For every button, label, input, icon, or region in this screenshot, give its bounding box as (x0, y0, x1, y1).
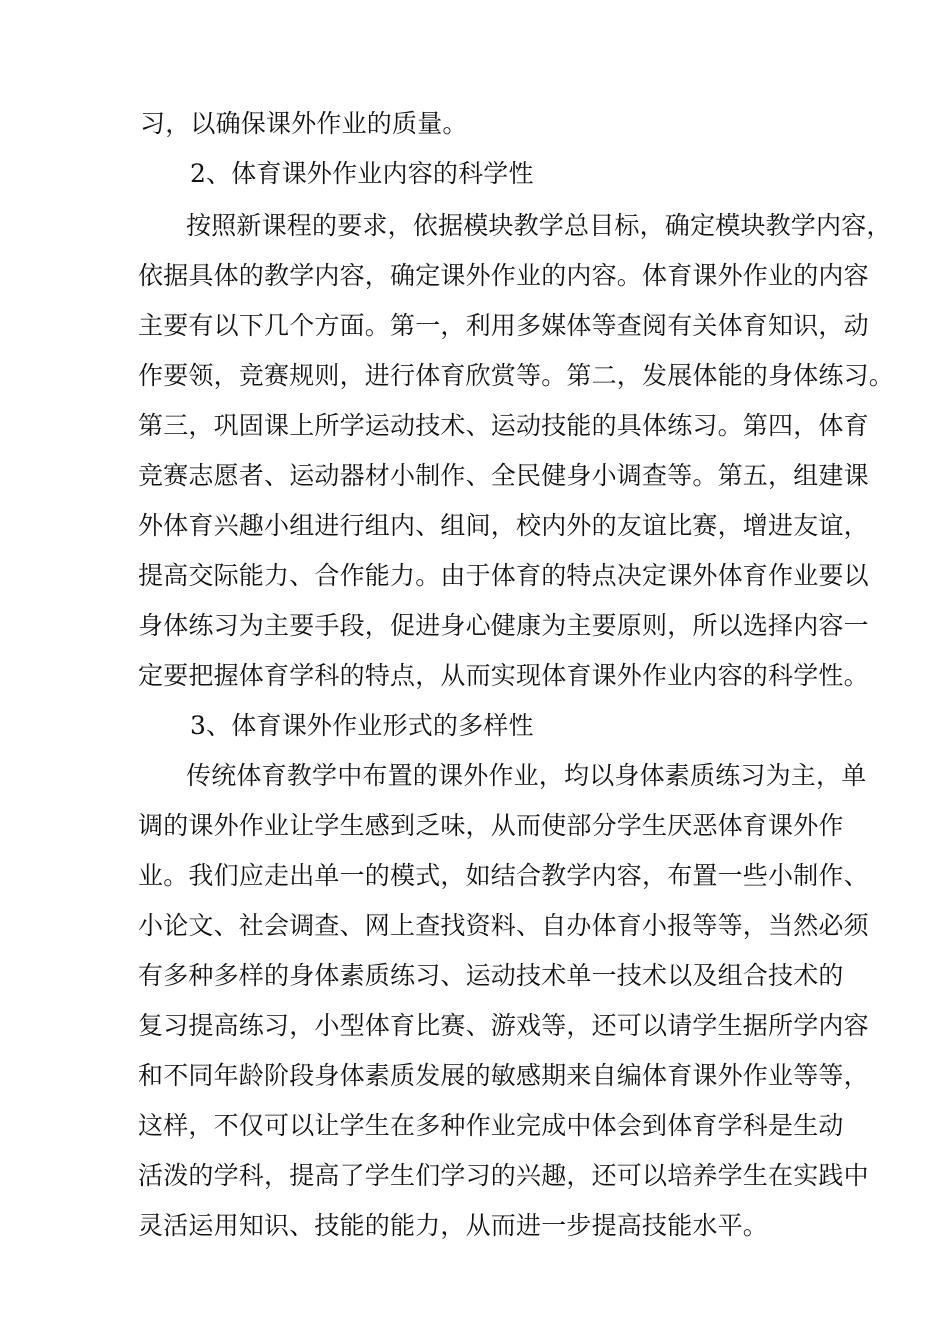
text-line-19: 复习提高练习，小型体育比赛、游戏等，还可以请学生据所学内容 (138, 1011, 869, 1040)
text-line-23: 灵活运用知识、技能的能力，从而进一步提高技能水平。 (138, 1211, 769, 1240)
text-line-5: 主要有以下几个方面。第一，利用多媒体等查阅有关体育知识，动 (138, 311, 869, 340)
text-line-1: 习，以确保课外作业的质量。 (140, 109, 468, 138)
text-line-3: 按照新课程的要求，依据模块教学总目标，确定模块教学内容， (186, 211, 892, 240)
section-heading-2: 2、体育课外作业内容的科学性 (190, 159, 534, 188)
text-line-9: 外体育兴趣小组进行组内、组间，校内外的友谊比赛，增进友谊， (138, 511, 869, 540)
text-line-7: 第三，巩固课上所学运动技术、运动技能的具体练习。第四，体育 (138, 411, 869, 440)
text-line-12: 定要把握体育学科的特点，从而实现体育课外作业内容的科学性。 (138, 661, 869, 690)
text-line-21: 这样，不仅可以让学生在多种作业完成中体会到体育学科是生动 (138, 1111, 844, 1140)
text-line-11: 身体练习为主要手段，促进身心健康为主要原则，所以选择内容一 (138, 611, 869, 640)
section-heading-3: 3、体育课外作业形式的多样性 (190, 711, 534, 740)
text-line-14: 传统体育教学中布置的课外作业，均以身体素质练习为主，单 (186, 761, 867, 790)
text-line-4: 依据具体的教学内容，确定课外作业的内容。体育课外作业的内容 (138, 261, 869, 290)
text-line-16: 业。我们应走出单一的模式，如结合教学内容，布置一些小制作、 (138, 861, 869, 890)
text-line-10: 提高交际能力、合作能力。由于体育的特点决定课外体育作业要以 (138, 561, 869, 590)
text-line-17: 小论文、社会调查、网上查找资料、自办体育小报等等，当然必须 (138, 911, 869, 940)
text-line-15: 调的课外作业让学生感到乏味，从而使部分学生厌恶体育课外作 (138, 811, 844, 840)
text-line-8: 竞赛志愿者、运动器材小制作、全民健身小调查等。第五，组建课 (138, 461, 869, 490)
text-line-20: 和不同年龄阶段身体素质发展的敏感期来自编体育课外作业等等， (138, 1061, 869, 1090)
text-line-6: 作要领，竞赛规则，进行体育欣赏等。第二，发展体能的身体练习。 (138, 361, 895, 390)
text-line-22: 活泼的学科，提高了学生们学习的兴趣，还可以培养学生在实践中 (138, 1161, 869, 1190)
text-line-18: 有多种多样的身体素质练习、运动技术单一技术以及组合技术的 (138, 961, 844, 990)
